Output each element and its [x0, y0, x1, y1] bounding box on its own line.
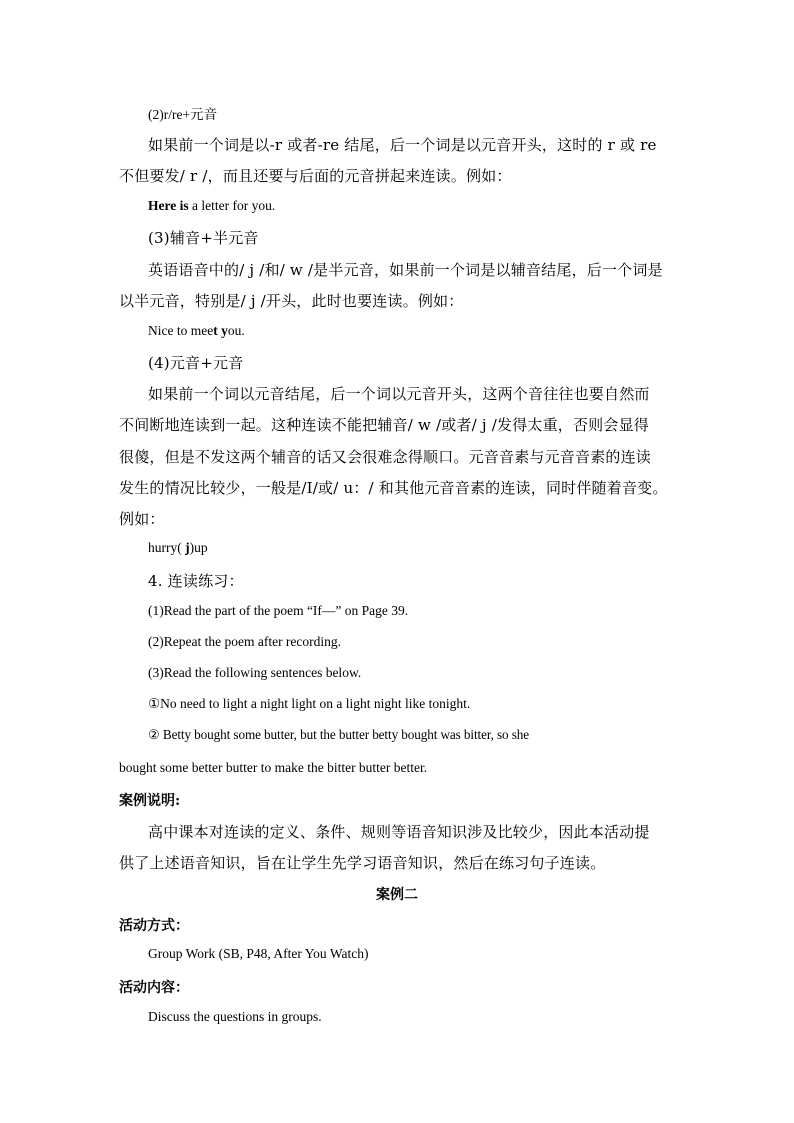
- section-2-title: (2)r/re+元音: [148, 107, 218, 122]
- activity-mode-heading: 活动方式：: [119, 918, 189, 934]
- practice-item-1: (1)Read the part of the poem “If—” on Page 39.: [148, 603, 409, 618]
- section-3-paragraph-line-2: 以半元音，特别是/ j /开头，此时也要连读。例如：: [119, 292, 464, 310]
- section-4-title: (4)元音+元音: [148, 354, 244, 372]
- practice-item-5-line-2: bought some better butter to make the bitter butter better.: [119, 760, 428, 775]
- activity-content-text: Discuss the questions in groups.: [148, 1009, 322, 1024]
- example-part-a: Nice to mee: [148, 323, 214, 338]
- practice-item-4: ①No need to light a night light on a light night like tonight.: [148, 696, 471, 711]
- example-bold-part: t y: [213, 323, 228, 338]
- practice-item-2: (2)Repeat the poem after recording.: [148, 634, 342, 649]
- example-part-c: )up: [189, 540, 208, 555]
- example-part-c: ou.: [227, 323, 245, 338]
- practice-item-5-line-1: ② Betty bought some butter, but the butter betty bought was bitter, so she: [148, 727, 529, 742]
- section-3-example: [148, 323, 245, 339]
- example-rest: a letter for you.: [188, 198, 276, 213]
- case-2-title: 案例二: [376, 887, 418, 903]
- practice-title: 4. 连读练习：: [148, 572, 244, 590]
- section-4-paragraph-line-3: 很傻，但是不发这两个辅音的话又会很难念得顺口。元音音素与元音音素的连读: [119, 448, 652, 466]
- section-3-paragraph-line-1: 英语语音中的/ j /和/ w /是半元音，如果前一个词是以辅音结尾，后一个词是: [148, 261, 663, 279]
- example-bold-part: j: [181, 540, 190, 555]
- section-4-paragraph-line-5: 例如：: [119, 510, 165, 528]
- case-note-heading: 案例说明:: [119, 793, 181, 809]
- practice-item-3: (3)Read the following sentences below.: [148, 665, 362, 680]
- example-bold-part: Here is: [148, 198, 189, 213]
- activity-mode-text: Group Work (SB, P48, After You Watch): [148, 946, 369, 961]
- section-2-example: [148, 198, 275, 214]
- activity-content-heading: 活动内容：: [119, 980, 189, 996]
- section-4-paragraph-line-1: 如果前一个词以元音结尾，后一个词以元音开头，这两个音往往也要自然而: [148, 385, 650, 403]
- section-3-title: (3)辅音+半元音: [148, 229, 259, 247]
- example-part-a: hurry(: [148, 540, 182, 555]
- section-2-paragraph-line-2: 不但要发/ r /，而且还要与后面的元音拼起来连读。例如：: [119, 167, 512, 185]
- case-note-paragraph-line-2: 供了上述语音知识，旨在让学生先学习语音知识，然后在练习句子连读。: [119, 854, 606, 872]
- section-2-paragraph-line-1: 如果前一个词是以-r 或者-re 结尾，后一个词是以元音开头，这时的 r 或 re: [148, 136, 657, 154]
- section-4-example: [148, 540, 208, 556]
- case-note-paragraph-line-1: 高中课本对连读的定义、条件、规则等语音知识涉及比较少，因此本活动提: [148, 823, 650, 841]
- section-4-paragraph-line-4: 发生的情况比较少，一般是/I/或/ u：/ 和其他元音音素的连读，同时伴随着音变。: [119, 479, 668, 497]
- section-4-paragraph-line-2: 不间断地连读到一起。这种连读不能把辅音/ w /或者/ j /发得太重，否则会显得: [119, 416, 649, 434]
